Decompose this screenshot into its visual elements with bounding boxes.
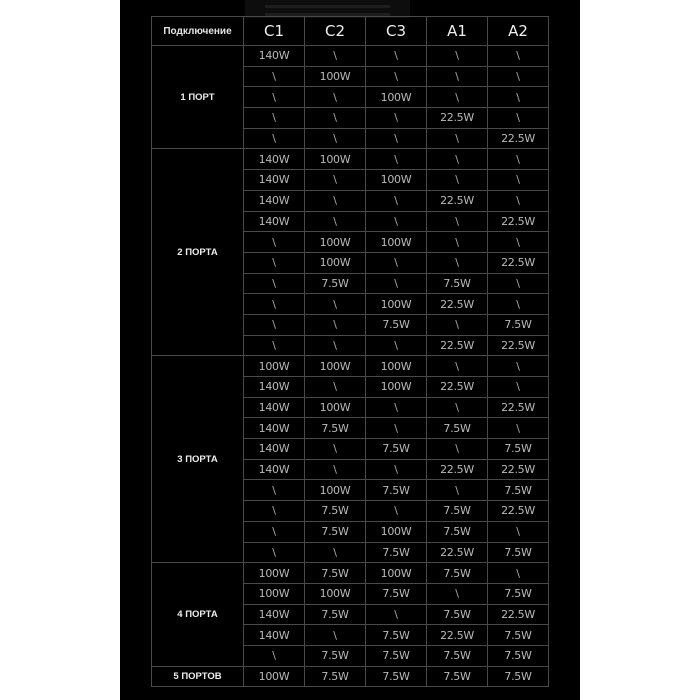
power-cell: 7.5W	[488, 625, 549, 646]
power-cell: 22.5W	[427, 294, 488, 315]
header-row	[152, 17, 549, 46]
group-label: 4 ПОРТА	[152, 563, 244, 666]
power-cell: 22.5W	[488, 211, 549, 232]
power-cell: \	[488, 356, 549, 377]
power-cell: \	[366, 252, 427, 273]
power-cell: \	[427, 232, 488, 253]
power-cell: \	[488, 149, 549, 170]
power-cell: 7.5W	[427, 604, 488, 625]
power-cell: \	[305, 625, 366, 646]
power-cell: \	[305, 108, 366, 129]
power-cell: 140W	[244, 459, 305, 480]
power-cell: 7.5W	[305, 604, 366, 625]
power-cell: 100W	[366, 87, 427, 108]
power-cell: \	[305, 211, 366, 232]
power-cell: \	[427, 480, 488, 501]
power-cell: \	[427, 583, 488, 604]
power-cell: 7.5W	[366, 542, 427, 563]
power-cell: 7.5W	[366, 314, 427, 335]
power-cell: 100W	[366, 377, 427, 398]
power-cell: \	[488, 377, 549, 398]
header-c3: C3	[366, 17, 427, 46]
power-cell: 140W	[244, 46, 305, 67]
power-cell: 100W	[244, 583, 305, 604]
power-cell: 22.5W	[427, 459, 488, 480]
power-cell: \	[427, 149, 488, 170]
power-cell: \	[427, 397, 488, 418]
power-cell: \	[488, 273, 549, 294]
header-connection: Подключение	[152, 17, 244, 46]
power-cell: \	[244, 521, 305, 542]
power-cell: \	[244, 645, 305, 666]
power-cell: \	[488, 294, 549, 315]
power-cell: \	[427, 66, 488, 87]
power-cell: 7.5W	[427, 418, 488, 439]
power-cell: 100W	[305, 356, 366, 377]
power-cell: \	[427, 356, 488, 377]
power-cell: \	[244, 314, 305, 335]
power-cell: \	[366, 604, 427, 625]
power-cell: \	[305, 46, 366, 67]
power-cell: \	[305, 335, 366, 356]
power-cell: \	[427, 87, 488, 108]
power-cell: \	[305, 459, 366, 480]
power-cell: 7.5W	[488, 583, 549, 604]
power-cell: \	[366, 211, 427, 232]
power-cell: \	[366, 501, 427, 522]
power-cell: 22.5W	[427, 190, 488, 211]
power-cell: 22.5W	[427, 108, 488, 129]
power-cell: \	[427, 46, 488, 67]
power-cell: 100W	[244, 356, 305, 377]
power-cell: \	[305, 87, 366, 108]
power-cell: 22.5W	[488, 604, 549, 625]
power-cell: 7.5W	[427, 501, 488, 522]
table-row	[152, 666, 549, 687]
power-cell: 7.5W	[488, 439, 549, 460]
power-cell: \	[366, 128, 427, 149]
header-a2: A2	[488, 17, 549, 46]
power-cell: 22.5W	[488, 501, 549, 522]
power-cell: \	[244, 273, 305, 294]
power-cell: 140W	[244, 625, 305, 646]
power-cell: \	[427, 252, 488, 273]
power-cell: 140W	[244, 439, 305, 460]
power-cell: \	[427, 211, 488, 232]
power-cell: 22.5W	[488, 252, 549, 273]
power-cell: 7.5W	[427, 563, 488, 584]
power-cell: 7.5W	[427, 645, 488, 666]
power-cell: \	[427, 439, 488, 460]
power-cell: 7.5W	[488, 542, 549, 563]
power-cell: 140W	[244, 418, 305, 439]
power-cell: \	[366, 46, 427, 67]
table-body	[152, 46, 549, 687]
power-cell: \	[488, 87, 549, 108]
port-power-table	[151, 16, 549, 687]
power-cell: 7.5W	[305, 645, 366, 666]
power-cell: 7.5W	[305, 418, 366, 439]
power-cell: 100W	[305, 232, 366, 253]
power-cell: \	[488, 190, 549, 211]
power-cell: 100W	[305, 397, 366, 418]
power-cell: \	[305, 128, 366, 149]
power-cell: \	[488, 418, 549, 439]
power-cell: \	[366, 397, 427, 418]
power-cell: \	[366, 108, 427, 129]
power-cell: \	[427, 128, 488, 149]
power-cell: \	[366, 335, 427, 356]
power-cell: \	[244, 252, 305, 273]
power-cell: 7.5W	[305, 563, 366, 584]
power-cell: \	[305, 190, 366, 211]
power-cell: \	[488, 66, 549, 87]
power-cell: \	[366, 190, 427, 211]
power-cell: 7.5W	[305, 666, 366, 687]
power-cell: 7.5W	[305, 521, 366, 542]
power-cell: 7.5W	[488, 645, 549, 666]
power-cell: 140W	[244, 149, 305, 170]
power-cell: 100W	[366, 232, 427, 253]
power-cell: 100W	[366, 356, 427, 377]
power-cell: 22.5W	[427, 625, 488, 646]
power-cell: 100W	[244, 563, 305, 584]
power-cell: \	[244, 66, 305, 87]
power-cell: \	[488, 563, 549, 584]
power-cell: 7.5W	[488, 666, 549, 687]
power-cell: 22.5W	[427, 377, 488, 398]
power-cell: \	[244, 542, 305, 563]
power-cell: \	[244, 232, 305, 253]
power-cell: 100W	[366, 521, 427, 542]
group-label: 1 ПОРТ	[152, 46, 244, 149]
power-cell: 140W	[244, 604, 305, 625]
power-cell: 140W	[244, 211, 305, 232]
power-cell: \	[366, 149, 427, 170]
power-cell: 7.5W	[366, 666, 427, 687]
table-row	[152, 563, 549, 584]
header-c1: C1	[244, 17, 305, 46]
power-cell: \	[244, 128, 305, 149]
power-cell: \	[366, 66, 427, 87]
group-label: 5 ПОРТОВ	[152, 666, 244, 687]
power-cell: 7.5W	[366, 439, 427, 460]
power-cell: 7.5W	[366, 625, 427, 646]
power-cell: 22.5W	[488, 128, 549, 149]
power-cell: 22.5W	[427, 335, 488, 356]
power-cell: \	[244, 294, 305, 315]
header-c2: C2	[305, 17, 366, 46]
power-cell: \	[427, 170, 488, 191]
power-cell: 7.5W	[305, 273, 366, 294]
power-cell: 140W	[244, 190, 305, 211]
power-cell: 100W	[366, 563, 427, 584]
power-cell: 22.5W	[427, 542, 488, 563]
power-cell: 100W	[305, 252, 366, 273]
power-cell: 7.5W	[366, 583, 427, 604]
group-label: 2 ПОРТА	[152, 149, 244, 356]
power-cell: 22.5W	[488, 335, 549, 356]
power-cell: 7.5W	[366, 480, 427, 501]
power-cell: 7.5W	[366, 645, 427, 666]
power-cell: \	[305, 542, 366, 563]
power-cell: 100W	[366, 170, 427, 191]
power-cell: \	[305, 294, 366, 315]
power-cell: \	[305, 314, 366, 335]
power-cell: 100W	[305, 66, 366, 87]
table-row	[152, 356, 549, 377]
power-cell: 22.5W	[488, 397, 549, 418]
power-cell: \	[488, 108, 549, 129]
power-cell: 7.5W	[427, 666, 488, 687]
power-cell: \	[244, 108, 305, 129]
power-cell: 100W	[244, 666, 305, 687]
power-cell: \	[488, 46, 549, 67]
power-cell: 100W	[366, 294, 427, 315]
power-cell: \	[488, 170, 549, 191]
power-cell: \	[366, 459, 427, 480]
table-row	[152, 149, 549, 170]
power-cell: \	[366, 273, 427, 294]
power-cell: \	[244, 501, 305, 522]
power-cell: \	[244, 480, 305, 501]
power-cell: \	[305, 377, 366, 398]
power-cell: 7.5W	[427, 273, 488, 294]
power-cell: 140W	[244, 397, 305, 418]
power-cell: \	[488, 521, 549, 542]
power-cell: 7.5W	[488, 480, 549, 501]
power-cell: \	[244, 335, 305, 356]
power-cell: 100W	[305, 149, 366, 170]
power-cell: 7.5W	[427, 521, 488, 542]
power-cell: \	[305, 170, 366, 191]
power-cell: \	[244, 87, 305, 108]
power-cell: 7.5W	[488, 314, 549, 335]
power-cell: 100W	[305, 480, 366, 501]
power-cell: 140W	[244, 170, 305, 191]
table-row	[152, 46, 549, 67]
power-cell: \	[366, 418, 427, 439]
power-cell: 100W	[305, 583, 366, 604]
header-a1: A1	[427, 17, 488, 46]
power-cell: 140W	[244, 377, 305, 398]
power-cell: \	[427, 314, 488, 335]
power-cell: 7.5W	[305, 501, 366, 522]
power-cell: \	[488, 232, 549, 253]
group-label: 3 ПОРТА	[152, 356, 244, 563]
power-cell: 22.5W	[488, 459, 549, 480]
power-cell: \	[305, 439, 366, 460]
